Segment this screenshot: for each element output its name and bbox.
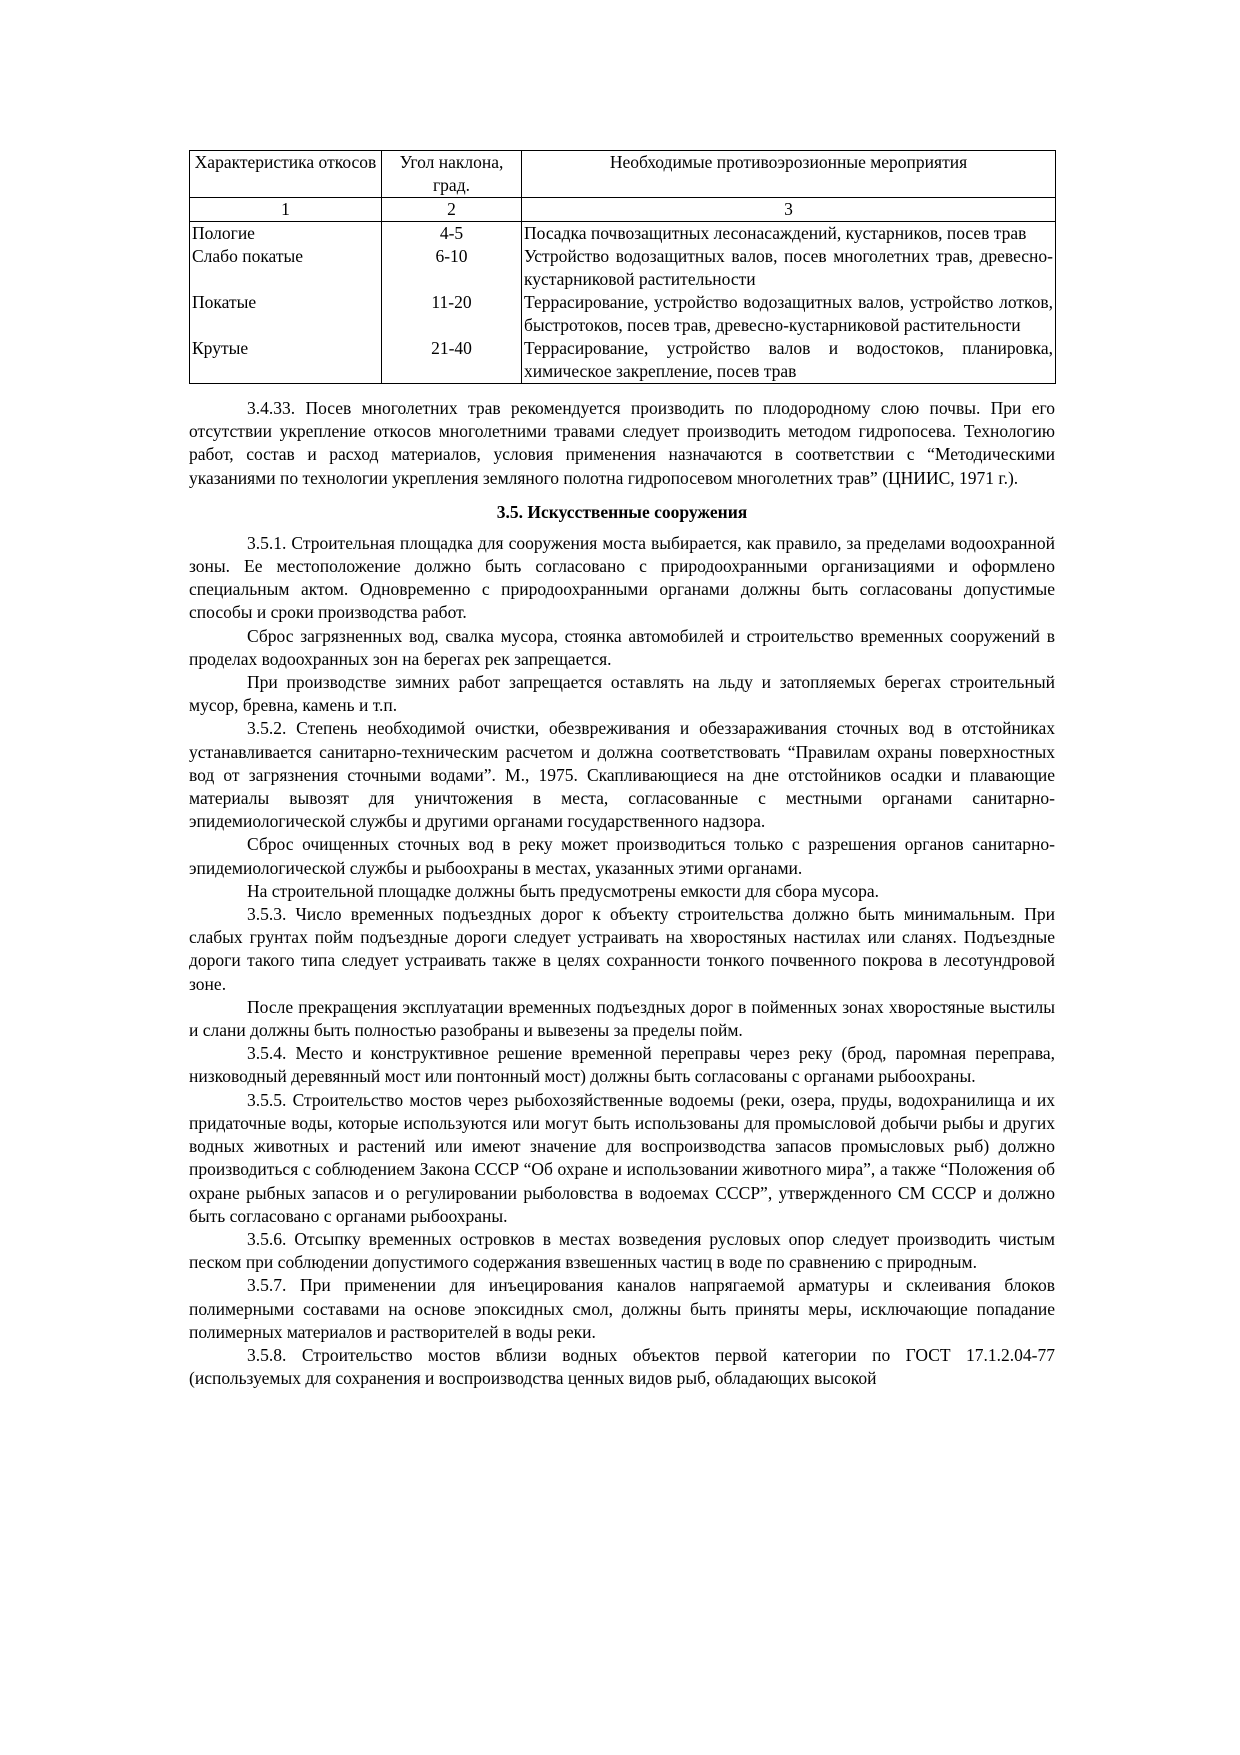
slope-type-cell: Покатые — [190, 291, 382, 337]
angle-cell: 4-5 — [382, 222, 522, 246]
paragraph-3-5-1: 3.5.1. Строительная площадка для сооружения моста выбирается, как правило, за пределами водоохранной зоны. Ее местоположение должно быть согласовано с природоохранными организациями и оформлено специальным актом. Одновременно с природоохранными органами должны быть согласованы допустимые способы и сроки производства работ. — [189, 532, 1055, 623]
table-row — [190, 291, 1056, 337]
angle-cell: 21-40 — [382, 337, 522, 384]
angle-cell: 6-10 — [382, 245, 522, 291]
header-slope-type: Характеристика откосов — [190, 151, 382, 198]
angle-cell: 11-20 — [382, 291, 522, 337]
paragraph: После прекращения эксплуатации временных подъездных дорог в пойменных зонах хворостяные выстилы и слани должны быть полностью разобраны и вывезены за пределы пойм. — [189, 996, 1055, 1041]
slope-type-cell: Слабо покатые — [190, 245, 382, 291]
column-number: 1 — [190, 198, 382, 222]
paragraph-3-5-8: 3.5.8. Строительство мостов вблизи водных объектов первой категории по ГОСТ 17.1.2.04-77 (используемых для сохранения и воспроизводства ценных видов рыб, обладающих высокой — [189, 1344, 1055, 1389]
column-number: 2 — [382, 198, 522, 222]
header-measures: Необходимые противоэрозионные мероприятия — [522, 151, 1056, 198]
paragraph-3-5-6: 3.5.6. Отсыпку временных островков в местах возведения русловых опор следует производить чистым песком при соблюдении допустимого содержания взвешенных частиц в воде по сравнению с природным. — [189, 1228, 1055, 1273]
slope-type-cell: Пологие — [190, 222, 382, 246]
table-header-row — [190, 151, 1056, 198]
table-row — [190, 337, 1056, 384]
column-number: 3 — [522, 198, 1056, 222]
paragraph-3-5-2: 3.5.2. Степень необходимой очистки, обезвреживания и обеззараживания сточных вод в отстойниках устанавливается санитарно-техническим расчетом и должна соответствовать “Правилам охраны поверхностных вод от загрязнения сточными водами”. М., 1975. Скапливающиеся на дне отстойников осадки и плавающие материалы вывозят для уничтожения в места, согласованные с местными органами санитарно-эпидемиологической службы и другими органами государственного надзора. — [189, 718, 1055, 832]
paragraph: На строительной площадке должны быть предусмотрены емкости для сбора мусора. — [247, 880, 880, 901]
paragraph: Сброс загрязненных вод, свалка мусора, стоянка автомобилей и строительство временных сооружений в проделах водоохранных зон на берегах рек запрещается. — [189, 625, 1055, 669]
table-column-numbers-row — [190, 198, 1056, 222]
paragraph-3-5-5: 3.5.5. Строительство мостов через рыбохозяйственные водоемы (реки, озера, пруды, водохранилища и их придаточные воды, которые используются или могут быть использованы для промысловой добычи рыбы и других водных животных и растений или имеют значение для воспроизводства запасов промысловых рыб) должно производиться с соблюдением Закона СССР “Об охране и использовании животного мира”, а также “Положения об охране рыбных запасов и о регулировании рыболовства в водоемах СССР”, утвержденного СМ СССР и должно быть согласовано с органами рыбоохраны. — [189, 1089, 1055, 1226]
document-body — [189, 397, 1055, 1390]
erosion-measures-table — [189, 150, 1056, 384]
measures-cell: Устройство водозащитных валов, посев многолетних трав, древесно-кустарниковой растительности — [522, 245, 1056, 291]
measures-cell: Террасирование, устройство валов и водостоков, планировка, химическое закрепление, посев трав — [522, 337, 1056, 384]
paragraph-3-5-7: 3.5.7. При применении для инъецирования каналов напрягаемой арматуры и склеивания блоков полимерными составами на основе эпоксидных смол, должны быть приняты меры, исключающие попадание полимерных материалов и растворителей в воды реки. — [189, 1275, 1055, 1342]
table-row — [190, 222, 1056, 246]
paragraph: При производстве зимних работ запрещается оставлять на льду и затопляемых берегах строительный мусор, бревна, камень и т.п. — [189, 672, 1055, 716]
section-heading: 3.5. Искусственные сооружения — [496, 501, 748, 522]
measures-cell: Посадка почвозащитных лесонасаждений, кустарников, посев трав — [522, 222, 1056, 246]
slope-type-cell: Крутые — [190, 337, 382, 384]
header-angle: Угол наклона, град. — [382, 151, 522, 198]
document-page — [189, 150, 1055, 1390]
paragraph-3-4-33: 3.4.33. Посев многолетних трав рекомендуется производить по плодородному слою почвы. При его отсутствии укрепление откосов многолетними травами следует производить методом гидропосева. Технологию работ, состав и расход материалов, условия применения назначаются в соответствии с “Методическими указаниями по технологии укрепления земляного полотна гидропосевом многолетних трав” (ЦНИИС, 1971 г.). — [189, 398, 1055, 488]
paragraph-3-5-4: 3.5.4. Место и конструктивное решение временной переправы через реку (брод, паромная переправа, низководный деревянный мост или понтонный мост) должны быть согласованы с органами рыбоохраны. — [189, 1043, 1055, 1087]
paragraph-3-5-3: 3.5.3. Число временных подъездных дорог к объекту строительства должно быть минимальным. При слабых грунтах пойм подъездные дороги следует устраивать на хворостяных настилах или сланях. Подъездные дороги такого типа следует устраивать также в целях сохранности тонкого почвенного покрова в лесотундровой зоне. — [189, 904, 1055, 994]
measures-cell: Террасирование, устройство водозащитных валов, устройство лотков, быстротоков, посев трав, древесно-кустарниковой растительности — [522, 291, 1056, 337]
paragraph: Сброс очищенных сточных вод в реку может производиться только с разрешения органов санитарно-эпидемиологической службы и рыбоохраны в местах, указанных этими органами. — [189, 834, 1055, 878]
table-row — [190, 245, 1056, 291]
